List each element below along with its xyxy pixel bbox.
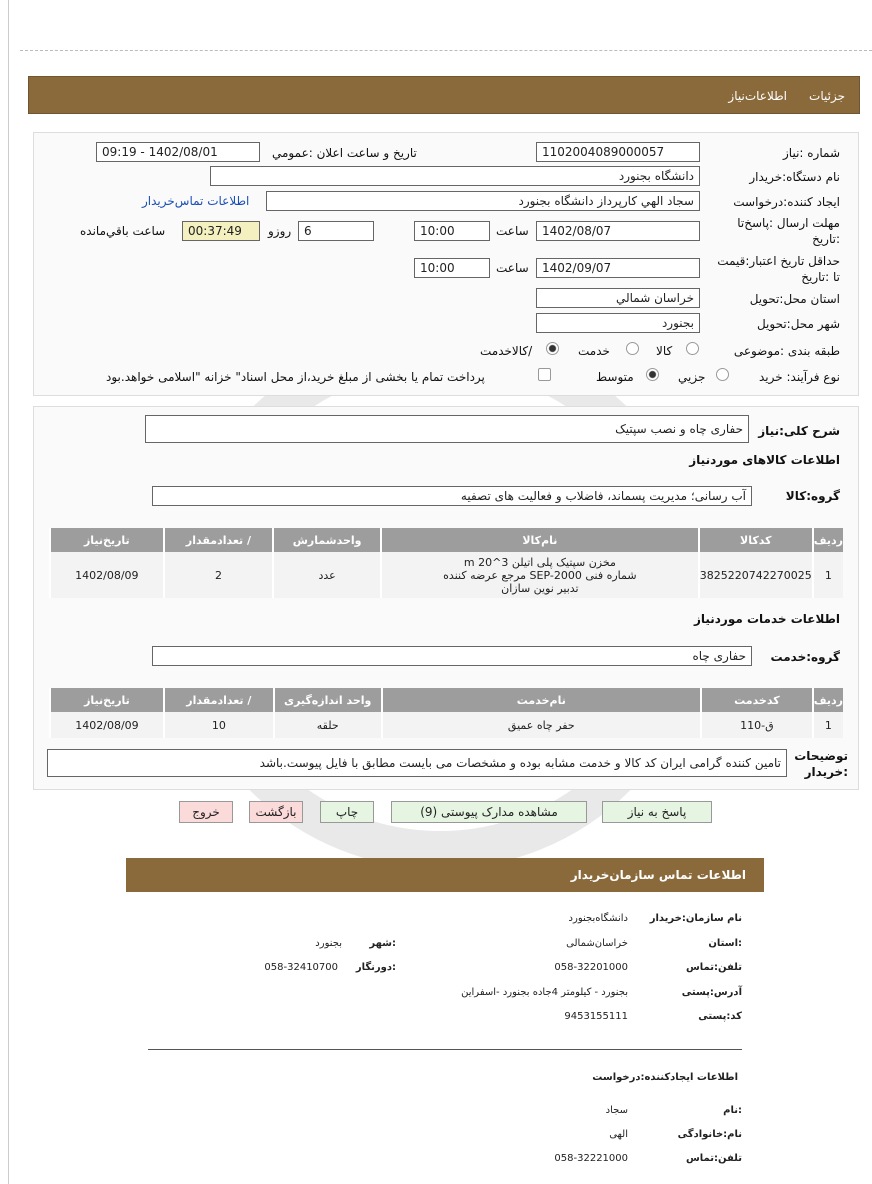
exit-button[interactable]: خروج (179, 801, 233, 823)
category-both-radio[interactable] (546, 342, 559, 355)
category-service-radio[interactable] (626, 342, 639, 355)
remaining-label: ساعت باقي‌مانده (80, 224, 166, 238)
province-label: استان محل:تحویل (749, 292, 840, 306)
goods-col-qty: / تعدادمقدار (164, 528, 274, 552)
service-col-date: تاریخ‌نیاز (50, 688, 164, 712)
validity-label: حداقل تاریخ اعتبار:قیمت تا :تاریخ (717, 254, 840, 284)
service-group-label: گروه:خدمت (770, 650, 840, 664)
need-number-label: شماره :نیاز (783, 146, 840, 160)
summary-label: شرح کلی:نیاز (758, 424, 840, 438)
service-cell-code: ق-110 (701, 712, 813, 738)
announce-field: 1402/08/01 - 09:19 (96, 142, 260, 162)
goods-col-row: ردیف (813, 528, 843, 552)
contact-address-label: آدرس:پستی (681, 987, 742, 998)
goods-col-unit: واحدشمارش (273, 528, 381, 552)
service-cell-name: حفر چاه عمیق (382, 712, 701, 738)
buyer-field: دانشگاه بجنورد (210, 166, 700, 186)
buyer-contact-link[interactable]: اطلاعات تماس‌خریدار (142, 194, 250, 208)
contact-province-value: خراسان‌شمالی (566, 938, 628, 949)
goods-col-code: کدکالا (699, 528, 813, 552)
category-goods-label: کالا (656, 344, 673, 358)
validity-time-field: 10:00 (414, 258, 490, 278)
buyer-label: نام دستگاه:خریدار (749, 170, 840, 184)
category-service-label: خدمت (578, 344, 610, 358)
days-field: 6 (298, 221, 374, 241)
process-partial-radio[interactable] (716, 368, 729, 381)
service-cell-row: 1 (813, 712, 843, 738)
creator-phone-label: تلفن:تماس (685, 1153, 742, 1164)
contact-phone-value: 058-32201000 (554, 962, 628, 973)
validity-time-label: ساعت (496, 261, 529, 275)
goods-cell-code: 3825220742270025 (699, 552, 813, 598)
creator-label: ایجاد کننده:درخواست (733, 195, 840, 209)
buyer-notes-field: تامین کننده گرامی ایران کد کالا و خدمت مشابه بوده و مشخصات می بایست مطابق با فایل پیوست.باشد (47, 749, 787, 777)
contact-address-value: بجنورد - کیلومتر 4جاده بجنورد -اسفراین (461, 987, 628, 998)
table-row (50, 712, 843, 738)
deadline-label: مهلت ارسال :پاسخ‌تا :تاریخ (737, 216, 840, 246)
contact-city-value: بجنورد (315, 938, 342, 949)
summary-field: حفاری چاه و نصب سپتیک (145, 415, 749, 443)
city-field: بجنورد (536, 313, 700, 333)
validity-date-field: 1402/09/07 (536, 258, 700, 278)
deadline-date-field: 1402/08/07 (536, 221, 700, 241)
contact-divider (148, 1049, 742, 1050)
goods-cell-name: مخزن سپتیک پلی اتیلن 3^20 m شماره فنی SEP-2000 مرجع عرضه کننده تدبیر نوین سازان (381, 552, 699, 598)
goods-section-title: اطلاعات کالاهای موردنیاز (689, 453, 840, 467)
creator-phone-value: 058-32221000 (554, 1153, 628, 1164)
print-button[interactable]: چاپ (320, 801, 374, 823)
service-col-code: کدخدمت (701, 688, 813, 712)
creator-family-label: نام:خانوادگی (677, 1129, 742, 1140)
view-attachments-button[interactable]: مشاهده مدارک پیوستی (9) (391, 801, 587, 823)
goods-col-name: نام‌کالا (381, 528, 699, 552)
service-col-unit: واحد اندازه‌گیری (274, 688, 382, 712)
process-partial-label: جزيي (678, 370, 706, 384)
contact-postal-value: 9453155111 (564, 1011, 628, 1022)
process-medium-radio[interactable] (646, 368, 659, 381)
services-section-title: اطلاعات خدمات موردنیاز (693, 612, 840, 626)
goods-cell-qty: 2 (164, 552, 274, 598)
creator-info-title: اطلاعات ایجادکننده:درخواست (592, 1072, 738, 1083)
announce-label: تاریخ و ساعت اعلان :عمومي (272, 146, 417, 160)
creator-field: سجاد الهي کارپرداز دانشگاه بجنورد (266, 191, 700, 211)
category-label: طبقه بندی :موضوعی (733, 344, 840, 358)
deadline-time-field: 10:00 (414, 221, 490, 241)
contact-fax-label: :دورنگار (355, 962, 396, 973)
contact-city-label: :شهر (369, 938, 396, 949)
services-table (49, 688, 843, 738)
goods-group-label: گروه:کالا (785, 489, 840, 503)
city-label: شهر محل:تحویل (756, 317, 840, 331)
service-col-name: نام‌خدمت (382, 688, 701, 712)
contact-phone-label: تلفن:تماس (685, 962, 742, 973)
process-label: نوع فرآیند: خرید (759, 370, 840, 384)
creator-family-value: الهی (609, 1129, 628, 1140)
service-col-row: ردیف (813, 688, 843, 712)
buyer-notes-label: توضیحات :خریدار (794, 749, 848, 779)
days-label: روزو (268, 224, 292, 238)
service-cell-qty: 10 (164, 712, 274, 738)
process-medium-label: متوسط (596, 370, 634, 384)
table-row (50, 552, 843, 598)
category-both-label: /کالاخدمت (480, 344, 533, 358)
goods-cell-date: 1402/08/09 (50, 552, 164, 598)
top-divider (20, 50, 872, 51)
treasury-note: پرداخت تمام یا بخشی از مبلغ خرید،از محل اسناد" خزانه "اسلامی خواهد.بود (106, 370, 485, 384)
org-label: نام سازمان:خریدار (649, 913, 742, 924)
deadline-time-label: ساعت (496, 224, 529, 238)
goods-cell-row: 1 (813, 552, 843, 598)
treasury-checkbox[interactable] (538, 368, 551, 381)
goods-group-field: آب رسانی؛ مدیریت پسماند، فاضلاب و فعالیت های تصفیه (152, 486, 752, 506)
goods-cell-unit: عدد (273, 552, 381, 598)
category-goods-radio[interactable] (686, 342, 699, 355)
page-left-border (8, 0, 9, 1184)
reply-button[interactable]: پاسخ به نیاز (602, 801, 712, 823)
org-value: دانشگاه‌بجنورد (568, 913, 628, 924)
province-field: خراسان شمالي (536, 288, 700, 308)
service-cell-date: 1402/08/09 (50, 712, 164, 738)
service-col-qty: / تعدادمقدار (164, 688, 274, 712)
goods-col-date: تاریخ‌نیاز (50, 528, 164, 552)
service-cell-unit: حلقه (274, 712, 382, 738)
contact-province-label: :استان (708, 938, 742, 949)
creator-name-label: :نام (723, 1105, 742, 1116)
remaining-time-field: 00:37:49 (182, 221, 260, 241)
back-button[interactable]: بازگشت (249, 801, 303, 823)
tab-details[interactable]: جزئیات (809, 89, 845, 103)
goods-table (49, 528, 843, 598)
contact-fax-value: 058-32410700 (264, 962, 338, 973)
contact-postal-label: کد:پستی (698, 1011, 742, 1022)
contact-card-header (126, 858, 764, 892)
service-group-field: حفاری چاه (152, 646, 752, 666)
creator-name-value: سجاد (605, 1105, 628, 1116)
need-number-field: 1102004089000057 (536, 142, 700, 162)
header-bar (28, 76, 860, 114)
tab-need-info[interactable]: اطلاعات‌نیاز (728, 89, 787, 103)
contact-card-title: اطلاعات تماس سازمان‌خریدار (570, 868, 746, 882)
